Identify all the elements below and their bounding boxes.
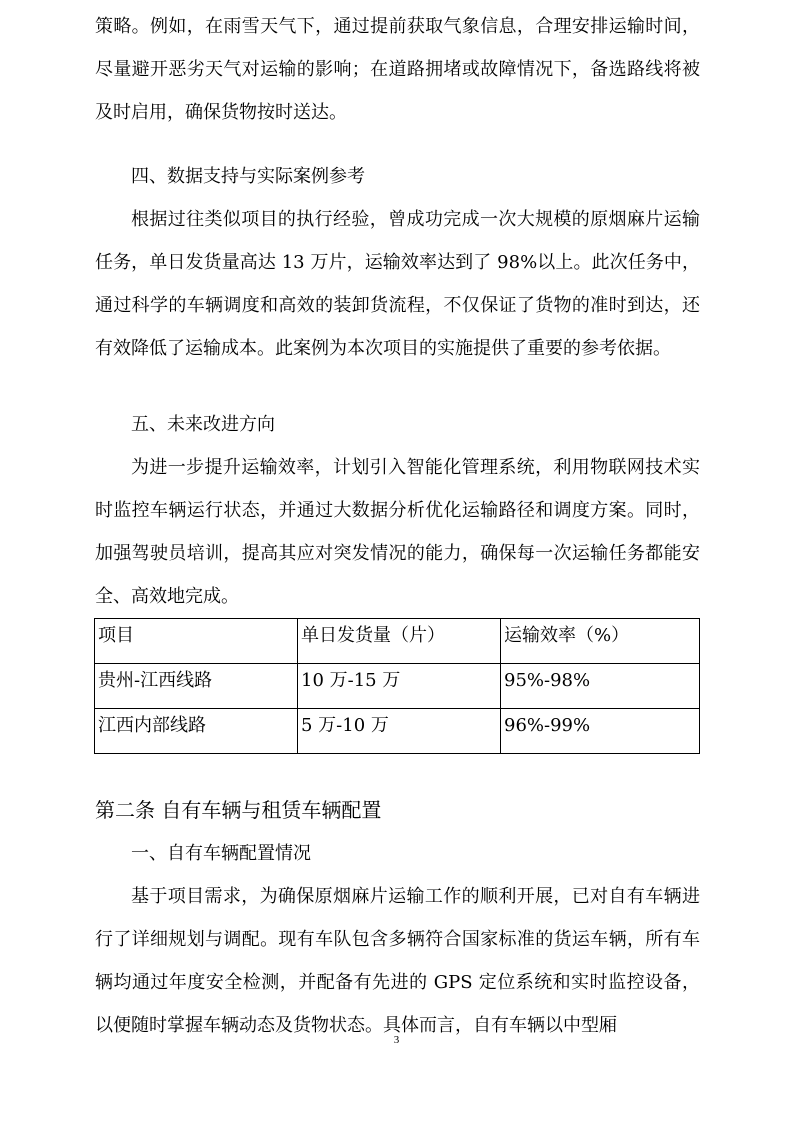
- table-row: [95, 709, 700, 754]
- paragraph-continued: 策略。例如，在雨雪天气下，通过提前获取气象信息，合理安排运输时间，尽量避开恶劣天气对运输的影响；在道路拥堵或故障情况下，备选路线将被及时启用，确保货物按时送达。: [95, 16, 700, 123]
- table-cell: 贵州-江西线路: [95, 664, 298, 709]
- table-cell: 10 万-15 万: [298, 664, 501, 709]
- table-cell: 96%-99%: [501, 709, 700, 754]
- table-cell: 5 万-10 万: [298, 709, 501, 754]
- subsection-heading-1: 一、自有车辆配置情况: [131, 843, 311, 864]
- paragraph-case-reference: 根据过往类似项目的执行经验，曾成功完成一次大规模的原烟麻片运输任务，单日发货量高达 13 万片，运输效率达到了 98%以上。此次任务中，通过科学的车辆调度和高效的装卸货流程，不仅保证了货物的准时到达，还有效降低了运输成本。此案例为本次项目的实施提供了重要的参考依据。: [95, 209, 700, 359]
- chapter-heading: 第二条 自有车辆与租赁车辆配置: [95, 798, 382, 822]
- paragraph-future-improvement: 为进一步提升运输效率，计划引入智能化管理系统，利用物联网技术实时监控车辆运行状态，并通过大数据分析优化运输路径和调度方案。同时，加强驾驶员培训，提高其应对突发情况的能力，确保每一次运输任务都能安全、高效地完成。: [95, 457, 700, 607]
- paragraph-own-vehicles: 基于项目需求，为确保原烟麻片运输工作的顺利开展，已对自有车辆进行了详细规划与调配。现有车队包含多辆符合国家标准的货运车辆，所有车辆均通过年度安全检测，并配备有先进的 GPS 定位系统和实时监控设备，以便随时掌握车辆动态及货物状态。具体而言，自有车辆以中型厢: [95, 886, 700, 1036]
- table-header-cell: 单日发货量（片）: [298, 619, 501, 664]
- table-row: [95, 664, 700, 709]
- table-header-cell: 运输效率（%）: [501, 619, 700, 664]
- table-header-cell: 项目: [95, 619, 298, 664]
- table-cell: 江西内部线路: [95, 709, 298, 754]
- transport-table: [94, 618, 700, 754]
- section-heading-5: 五、未来改进方向: [131, 414, 275, 435]
- page-number: 3: [393, 1034, 400, 1046]
- table-cell: 95%-98%: [501, 664, 700, 709]
- section-heading-4: 四、数据支持与实际案例参考: [131, 166, 365, 187]
- table-header-row: [95, 619, 700, 664]
